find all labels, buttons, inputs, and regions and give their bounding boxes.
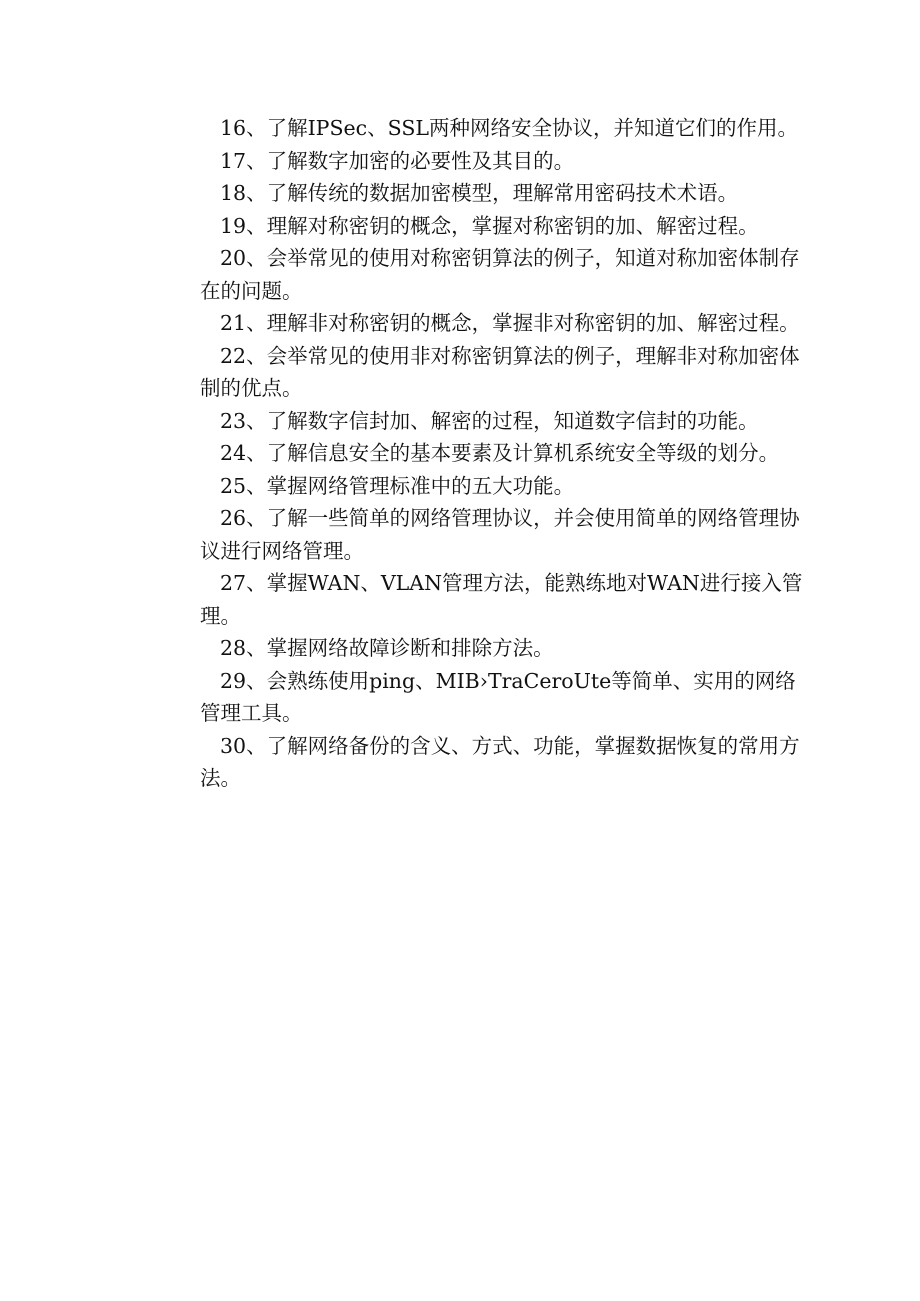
paragraph-22: 22、会举常见的使用非对称密钥算法的例子，理解非对称加密体制的优点。 xyxy=(200,343,800,400)
paragraph-24: 24、了解信息安全的基本要素及计算机系统安全等级的划分。 xyxy=(220,441,780,465)
paragraph-26: 26、了解一些简单的网络管理协议，并会使用简单的网络管理协议进行网络管理。 xyxy=(200,506,800,563)
paragraph-25: 25、掌握网络管理标准中的五大功能。 xyxy=(220,473,575,498)
paragraph-27: 27、掌握WAN、VLAN管理方法，能熟练地对WAN进行接入管理。 xyxy=(200,571,803,628)
paragraph-30: 30、了解网络备份的含义、方式、功能，掌握数据恢复的常用方法。 xyxy=(200,733,800,790)
paragraph-17: 17、了解数字加密的必要性及其目的。 xyxy=(220,148,575,173)
paragraph-16: 16、了解IPSec、SSL两种网络安全协议，并知道它们的作用。 xyxy=(220,116,798,140)
document-body xyxy=(200,112,804,795)
paragraph-18: 18、了解传统的数据加密模型，理解常用密码技术术语。 xyxy=(220,181,739,205)
paragraph-29: 29、会熟练使用ping、MIB›TraCeroUte等简单、实用的网络管理工具。 xyxy=(200,668,796,725)
paragraph-28: 28、掌握网络故障诊断和排除方法。 xyxy=(220,636,554,660)
paragraph-21: 21、理解非对称密钥的概念，掌握非对称密钥的加、解密过程。 xyxy=(220,311,800,335)
paragraph-20: 20、会举常见的使用对称密钥算法的例子，知道对称加密体制存在的问题。 xyxy=(200,246,800,303)
paragraph-23: 23、了解数字信封加、解密的过程，知道数字信封的功能。 xyxy=(220,408,759,433)
paragraph-19: 19、理解对称密钥的概念，掌握对称密钥的加、解密过程。 xyxy=(220,213,759,238)
